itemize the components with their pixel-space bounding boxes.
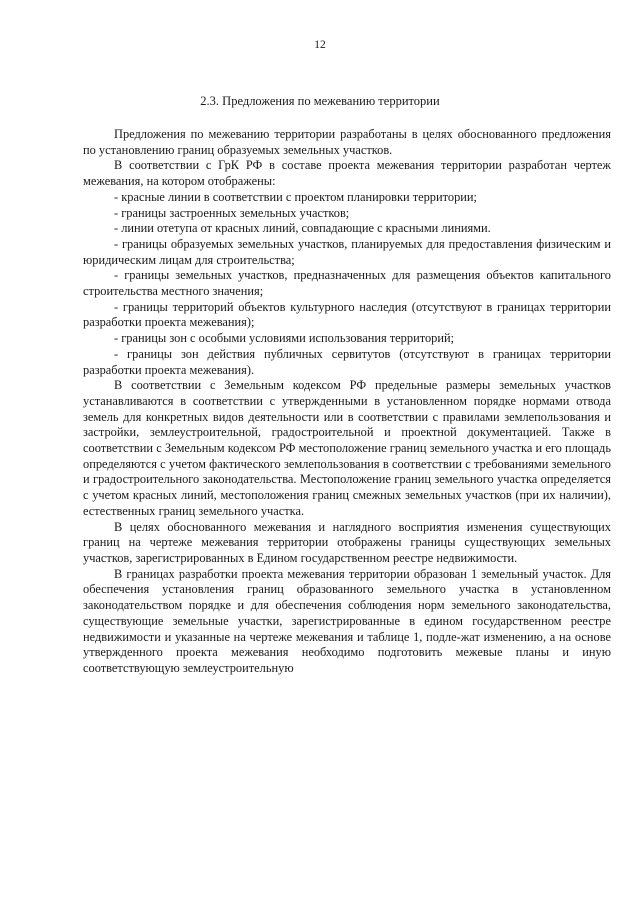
list-item: - границы земельных участков, предназначенных для размещения объектов капитального строительства местного значения;	[83, 268, 611, 299]
list-item: - границы территорий объектов культурного наследия (отсутствуют в границах территории разработки проекта межевания);	[83, 299, 611, 330]
section-title: 2.3. Предложения по межеванию территории	[200, 94, 440, 108]
paragraph: В целях обоснованного межевания и наглядного восприятия изменения существующих границ на чертеже межевания территории отображены границы существующих земельных участков, зарегистрированных в Едином государственном реестре недвижимости.	[83, 519, 611, 565]
paragraph: В соответствии с ГрК РФ в составе проекта межевания территории разработан чертеж межевания, на котором отображены:	[83, 158, 611, 189]
page-number: 12	[314, 39, 326, 51]
list-item: - границы зон действия публичных сервитутов (отсутствуют в границах территории разработки проекта межевания).	[83, 346, 611, 377]
paragraph: В соответствии с Земельным кодексом РФ предельные размеры земельных участков устанавливаются в соответствии с утвержденными в установленном порядке нормами отвода земель для конкретных видов деятельности или в соответствии с правилами землепользования и застройки, землеустроительной, градостроительной и проектной документацией. Также в соответствии с Земельным кодексом РФ местоположение границ земельного участка и его площадь определяются с учетом фактического землепользования в соответствии с требованиями земельного и градостроительного законодательства. Местоположение границ земельного участка определяется с учетом красных линий, местоположения границ смежных земельных участков (при их наличии), естественных границ земельного участка.	[83, 378, 611, 518]
paragraph: Предложения по межеванию территории разработаны в целях обоснованного предложения по установлению границ образуемых земельных участков.	[83, 127, 611, 157]
list-item: - границы образуемых земельных участков, планируемых для предоставления физическим и юридическим лицам для строительства;	[83, 236, 611, 267]
paragraph: В границах разработки проекта межевания территории образован 1 земельный участок. Для обеспечения установления границ образованного земельного участка в установленном законодательством порядке и для обеспечения соблюдения норм земельного законодательства, существующие земельные участки, зарегистрированные в едином государственном реестре недвижимости и указанные на чертеже межевания и таблице 1, подле-жат изменению, а на основе утвержденного проекта межевания необходимо подготовить межевые планы и иную соответствующую землеустроительную	[83, 566, 611, 675]
list-item: - границы застроенных земельных участков;	[114, 205, 350, 220]
list-item: - линии отетупа от красных линий, совпадающие с красными линиями.	[114, 221, 491, 236]
list-item: - красные линии в соответствии с проектом планировки территории;	[114, 189, 477, 204]
body-text	[83, 127, 611, 677]
list-item: - границы зон с особыми условиями использования территорий;	[114, 331, 455, 346]
